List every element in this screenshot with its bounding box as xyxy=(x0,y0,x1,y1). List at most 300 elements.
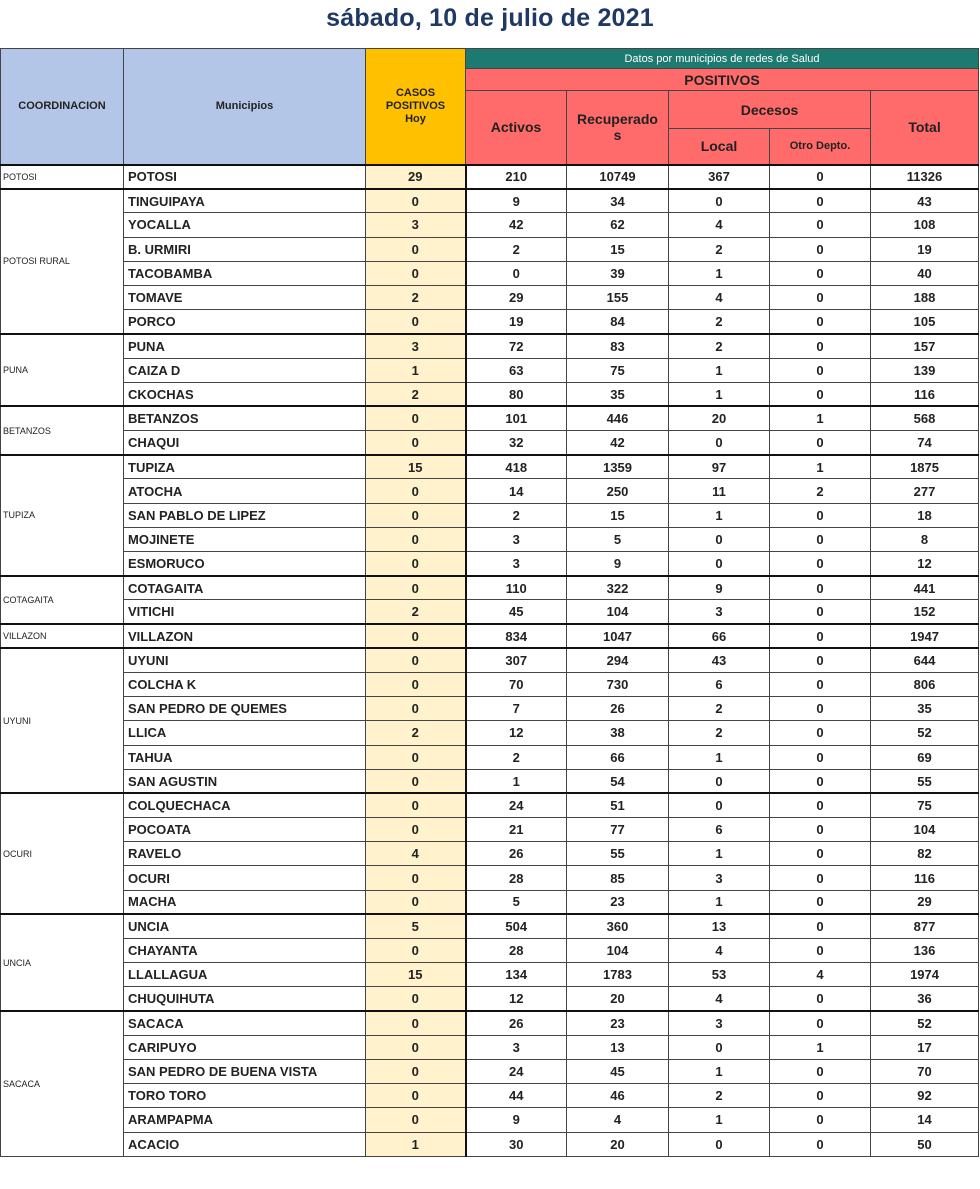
recuperados-cell: 155 xyxy=(567,285,669,309)
municipio-cell: TAHUA xyxy=(124,745,366,769)
municipio-cell: LLALLAGUA xyxy=(124,963,366,987)
municipio-cell: UNCIA xyxy=(124,914,366,938)
municipio-cell: POCOATA xyxy=(124,818,366,842)
activos-cell: 307 xyxy=(466,648,567,672)
table-row xyxy=(1,866,979,890)
otro-cell: 0 xyxy=(770,818,871,842)
table-row xyxy=(1,165,979,189)
recuperados-cell: 1047 xyxy=(567,624,669,648)
otro-cell: 0 xyxy=(770,358,871,382)
table-row xyxy=(1,672,979,696)
municipio-cell: SAN PEDRO DE QUEMES xyxy=(124,697,366,721)
total-cell: 36 xyxy=(871,987,979,1011)
table-row xyxy=(1,745,979,769)
otro-cell: 1 xyxy=(770,1035,871,1059)
municipio-cell: CARIPUYO xyxy=(124,1035,366,1059)
otro-cell: 4 xyxy=(770,963,871,987)
activos-cell: 210 xyxy=(466,165,567,189)
local-cell: 13 xyxy=(669,914,770,938)
local-cell: 9 xyxy=(669,576,770,600)
header-recuperados-line1: Recuperado xyxy=(577,111,658,128)
otro-cell: 0 xyxy=(770,842,871,866)
table-row xyxy=(1,963,979,987)
table-row xyxy=(1,914,979,938)
local-cell: 2 xyxy=(669,310,770,334)
local-cell: 1 xyxy=(669,890,770,914)
activos-cell: 24 xyxy=(466,1059,567,1083)
casos-hoy-cell: 0 xyxy=(366,576,466,600)
casos-hoy-cell: 0 xyxy=(366,648,466,672)
total-cell: 69 xyxy=(871,745,979,769)
otro-cell: 0 xyxy=(770,987,871,1011)
activos-cell: 28 xyxy=(466,866,567,890)
local-cell: 0 xyxy=(669,769,770,793)
casos-hoy-cell: 0 xyxy=(366,672,466,696)
local-cell: 0 xyxy=(669,431,770,455)
header-datos-redes: Datos por municipios de redes de Salud xyxy=(466,49,979,69)
recuperados-cell: 294 xyxy=(567,648,669,672)
local-cell: 2 xyxy=(669,237,770,261)
recuperados-cell: 45 xyxy=(567,1059,669,1083)
municipio-cell: TINGUIPAYA xyxy=(124,189,366,213)
otro-cell: 0 xyxy=(770,648,871,672)
municipio-cell: CAIZA D xyxy=(124,358,366,382)
activos-cell: 101 xyxy=(466,406,567,430)
municipio-cell: LLICA xyxy=(124,721,366,745)
municipio-cell: COLQUECHACA xyxy=(124,793,366,817)
table-row xyxy=(1,721,979,745)
municipio-cell: COTAGAITA xyxy=(124,576,366,600)
header-coordinacion: COORDINACION xyxy=(1,49,124,165)
recuperados-cell: 1359 xyxy=(567,455,669,479)
municipio-cell: SACACA xyxy=(124,1011,366,1035)
recuperados-cell: 250 xyxy=(567,479,669,503)
casos-hoy-cell: 0 xyxy=(366,431,466,455)
total-cell: 104 xyxy=(871,818,979,842)
recuperados-cell: 4 xyxy=(567,1108,669,1132)
total-cell: 105 xyxy=(871,310,979,334)
local-cell: 0 xyxy=(669,189,770,213)
total-cell: 1947 xyxy=(871,624,979,648)
municipio-cell: CHAQUI xyxy=(124,431,366,455)
recuperados-cell: 15 xyxy=(567,503,669,527)
otro-cell: 0 xyxy=(770,1108,871,1132)
activos-cell: 7 xyxy=(466,697,567,721)
otro-cell: 0 xyxy=(770,624,871,648)
table-row xyxy=(1,382,979,406)
municipio-cell: CHUQUIHUTA xyxy=(124,987,366,1011)
header-otro-depto: Otro Depto. xyxy=(770,129,871,165)
local-cell: 1 xyxy=(669,1059,770,1083)
activos-cell: 3 xyxy=(466,527,567,551)
total-cell: 877 xyxy=(871,914,979,938)
municipio-cell: UYUNI xyxy=(124,648,366,672)
municipio-cell: ATOCHA xyxy=(124,479,366,503)
otro-cell: 0 xyxy=(770,745,871,769)
recuperados-cell: 360 xyxy=(567,914,669,938)
activos-cell: 0 xyxy=(466,261,567,285)
activos-cell: 134 xyxy=(466,963,567,987)
otro-cell: 0 xyxy=(770,576,871,600)
total-cell: 644 xyxy=(871,648,979,672)
local-cell: 1 xyxy=(669,745,770,769)
otro-cell: 1 xyxy=(770,406,871,430)
table-row xyxy=(1,1132,979,1156)
table-row xyxy=(1,1108,979,1132)
local-cell: 20 xyxy=(669,406,770,430)
otro-cell: 0 xyxy=(770,1084,871,1108)
total-cell: 108 xyxy=(871,213,979,237)
local-cell: 3 xyxy=(669,600,770,624)
recuperados-cell: 39 xyxy=(567,261,669,285)
municipio-cell: SAN PABLO DE LIPEZ xyxy=(124,503,366,527)
activos-cell: 26 xyxy=(466,1011,567,1035)
coordinacion-cell: VILLAZON xyxy=(1,624,124,648)
municipio-cell: TOMAVE xyxy=(124,285,366,309)
coordinacion-cell: UYUNI xyxy=(1,648,124,793)
casos-hoy-cell: 0 xyxy=(366,1059,466,1083)
activos-cell: 70 xyxy=(466,672,567,696)
local-cell: 0 xyxy=(669,1035,770,1059)
casos-hoy-cell: 0 xyxy=(366,987,466,1011)
total-cell: 806 xyxy=(871,672,979,696)
table-row xyxy=(1,503,979,527)
casos-hoy-cell: 0 xyxy=(366,1084,466,1108)
total-cell: 52 xyxy=(871,721,979,745)
municipio-cell: RAVELO xyxy=(124,842,366,866)
recuperados-cell: 85 xyxy=(567,866,669,890)
header-activos: Activos xyxy=(466,91,567,165)
municipio-cell: POTOSI xyxy=(124,165,366,189)
recuperados-cell: 20 xyxy=(567,1132,669,1156)
casos-hoy-cell: 0 xyxy=(366,503,466,527)
activos-cell: 9 xyxy=(466,1108,567,1132)
otro-cell: 0 xyxy=(770,503,871,527)
total-cell: 17 xyxy=(871,1035,979,1059)
header-recuperados-line2: s xyxy=(613,127,622,144)
activos-cell: 24 xyxy=(466,793,567,817)
total-cell: 188 xyxy=(871,285,979,309)
activos-cell: 1 xyxy=(466,769,567,793)
casos-hoy-cell: 2 xyxy=(366,600,466,624)
casos-hoy-cell: 3 xyxy=(366,213,466,237)
activos-cell: 834 xyxy=(466,624,567,648)
municipio-cell: ACACIO xyxy=(124,1132,366,1156)
total-cell: 136 xyxy=(871,939,979,963)
otro-cell: 0 xyxy=(770,285,871,309)
local-cell: 2 xyxy=(669,334,770,358)
municipio-cell: TACOBAMBA xyxy=(124,261,366,285)
recuperados-cell: 54 xyxy=(567,769,669,793)
table-row xyxy=(1,1084,979,1108)
recuperados-cell: 51 xyxy=(567,793,669,817)
municipio-cell: COLCHA K xyxy=(124,672,366,696)
otro-cell: 0 xyxy=(770,769,871,793)
casos-hoy-cell: 0 xyxy=(366,866,466,890)
otro-cell: 0 xyxy=(770,914,871,938)
activos-cell: 32 xyxy=(466,431,567,455)
casos-hoy-cell: 4 xyxy=(366,842,466,866)
coordinacion-cell: OCURI xyxy=(1,793,124,914)
total-cell: 11326 xyxy=(871,165,979,189)
recuperados-cell: 62 xyxy=(567,213,669,237)
casos-hoy-cell: 3 xyxy=(366,334,466,358)
otro-cell: 0 xyxy=(770,1011,871,1035)
total-cell: 19 xyxy=(871,237,979,261)
activos-cell: 14 xyxy=(466,479,567,503)
casos-hoy-cell: 0 xyxy=(366,552,466,576)
activos-cell: 12 xyxy=(466,721,567,745)
total-cell: 55 xyxy=(871,769,979,793)
recuperados-cell: 1783 xyxy=(567,963,669,987)
otro-cell: 0 xyxy=(770,165,871,189)
local-cell: 66 xyxy=(669,624,770,648)
municipio-cell: YOCALLA xyxy=(124,213,366,237)
casos-hoy-cell: 2 xyxy=(366,285,466,309)
recuperados-cell: 10749 xyxy=(567,165,669,189)
activos-cell: 110 xyxy=(466,576,567,600)
recuperados-cell: 46 xyxy=(567,1084,669,1108)
recuperados-cell: 5 xyxy=(567,527,669,551)
local-cell: 3 xyxy=(669,866,770,890)
total-cell: 92 xyxy=(871,1084,979,1108)
table-row xyxy=(1,285,979,309)
activos-cell: 2 xyxy=(466,503,567,527)
casos-hoy-cell: 0 xyxy=(366,310,466,334)
table-body xyxy=(1,165,979,1157)
municipio-cell: SAN AGUSTIN xyxy=(124,769,366,793)
otro-cell: 0 xyxy=(770,213,871,237)
casos-hoy-cell: 0 xyxy=(366,527,466,551)
municipio-cell: MACHA xyxy=(124,890,366,914)
total-cell: 74 xyxy=(871,431,979,455)
activos-cell: 3 xyxy=(466,1035,567,1059)
activos-cell: 44 xyxy=(466,1084,567,1108)
table-row xyxy=(1,987,979,1011)
casos-hoy-cell: 0 xyxy=(366,939,466,963)
local-cell: 1 xyxy=(669,503,770,527)
activos-cell: 5 xyxy=(466,890,567,914)
coordinacion-cell: POTOSI RURAL xyxy=(1,189,124,334)
local-cell: 2 xyxy=(669,697,770,721)
total-cell: 116 xyxy=(871,866,979,890)
activos-cell: 26 xyxy=(466,842,567,866)
total-cell: 152 xyxy=(871,600,979,624)
local-cell: 0 xyxy=(669,527,770,551)
municipio-cell: CHAYANTA xyxy=(124,939,366,963)
local-cell: 2 xyxy=(669,721,770,745)
otro-cell: 0 xyxy=(770,189,871,213)
table-row xyxy=(1,697,979,721)
local-cell: 6 xyxy=(669,818,770,842)
local-cell: 4 xyxy=(669,987,770,1011)
table-row xyxy=(1,624,979,648)
municipio-cell: TORO TORO xyxy=(124,1084,366,1108)
total-cell: 35 xyxy=(871,697,979,721)
casos-hoy-cell: 0 xyxy=(366,697,466,721)
casos-hoy-cell: 0 xyxy=(366,261,466,285)
local-cell: 0 xyxy=(669,552,770,576)
coordinacion-cell: BETANZOS xyxy=(1,406,124,454)
table-row xyxy=(1,479,979,503)
recuperados-cell: 13 xyxy=(567,1035,669,1059)
otro-cell: 0 xyxy=(770,721,871,745)
casos-hoy-cell: 29 xyxy=(366,165,466,189)
table-row xyxy=(1,648,979,672)
local-cell: 4 xyxy=(669,213,770,237)
total-cell: 52 xyxy=(871,1011,979,1035)
otro-cell: 0 xyxy=(770,237,871,261)
local-cell: 1 xyxy=(669,1108,770,1132)
otro-cell: 0 xyxy=(770,939,871,963)
coordinacion-cell: COTAGAITA xyxy=(1,576,124,624)
otro-cell: 1 xyxy=(770,455,871,479)
header-positivos: POSITIVOS xyxy=(466,69,979,91)
total-cell: 40 xyxy=(871,261,979,285)
coordinacion-cell: TUPIZA xyxy=(1,455,124,576)
municipio-cell: BETANZOS xyxy=(124,406,366,430)
header-casos-line3: Hoy xyxy=(405,112,426,125)
recuperados-cell: 77 xyxy=(567,818,669,842)
total-cell: 1875 xyxy=(871,455,979,479)
table-row xyxy=(1,600,979,624)
local-cell: 53 xyxy=(669,963,770,987)
table-row xyxy=(1,310,979,334)
recuperados-cell: 83 xyxy=(567,334,669,358)
casos-hoy-cell: 0 xyxy=(366,745,466,769)
municipio-cell: PORCO xyxy=(124,310,366,334)
table-row xyxy=(1,455,979,479)
table-row xyxy=(1,1035,979,1059)
casos-hoy-cell: 0 xyxy=(366,1108,466,1132)
recuperados-cell: 23 xyxy=(567,1011,669,1035)
table-row xyxy=(1,576,979,600)
casos-hoy-cell: 0 xyxy=(366,237,466,261)
table-row xyxy=(1,406,979,430)
total-cell: 139 xyxy=(871,358,979,382)
otro-cell: 0 xyxy=(770,1132,871,1156)
recuperados-cell: 23 xyxy=(567,890,669,914)
total-cell: 75 xyxy=(871,793,979,817)
activos-cell: 2 xyxy=(466,237,567,261)
table-row xyxy=(1,527,979,551)
otro-cell: 0 xyxy=(770,334,871,358)
recuperados-cell: 34 xyxy=(567,189,669,213)
otro-cell: 0 xyxy=(770,1059,871,1083)
table-row xyxy=(1,334,979,358)
municipio-cell: TUPIZA xyxy=(124,455,366,479)
table-row xyxy=(1,431,979,455)
activos-cell: 3 xyxy=(466,552,567,576)
table-row xyxy=(1,1011,979,1035)
table-row xyxy=(1,818,979,842)
casos-hoy-cell: 0 xyxy=(366,769,466,793)
local-cell: 4 xyxy=(669,939,770,963)
local-cell: 43 xyxy=(669,648,770,672)
municipio-cell: OCURI xyxy=(124,866,366,890)
municipios-table xyxy=(0,48,979,1157)
table-row xyxy=(1,189,979,213)
casos-hoy-cell: 0 xyxy=(366,406,466,430)
otro-cell: 0 xyxy=(770,310,871,334)
total-cell: 14 xyxy=(871,1108,979,1132)
activos-cell: 12 xyxy=(466,987,567,1011)
total-cell: 441 xyxy=(871,576,979,600)
total-cell: 43 xyxy=(871,189,979,213)
activos-cell: 418 xyxy=(466,455,567,479)
casos-hoy-cell: 15 xyxy=(366,455,466,479)
recuperados-cell: 104 xyxy=(567,600,669,624)
total-cell: 8 xyxy=(871,527,979,551)
otro-cell: 0 xyxy=(770,552,871,576)
activos-cell: 19 xyxy=(466,310,567,334)
municipio-cell: CKOCHAS xyxy=(124,382,366,406)
total-cell: 568 xyxy=(871,406,979,430)
total-cell: 116 xyxy=(871,382,979,406)
local-cell: 1 xyxy=(669,261,770,285)
otro-cell: 0 xyxy=(770,697,871,721)
otro-cell: 0 xyxy=(770,382,871,406)
local-cell: 1 xyxy=(669,842,770,866)
otro-cell: 0 xyxy=(770,793,871,817)
recuperados-cell: 322 xyxy=(567,576,669,600)
total-cell: 157 xyxy=(871,334,979,358)
total-cell: 18 xyxy=(871,503,979,527)
total-cell: 1974 xyxy=(871,963,979,987)
local-cell: 0 xyxy=(669,1132,770,1156)
casos-hoy-cell: 2 xyxy=(366,382,466,406)
local-cell: 11 xyxy=(669,479,770,503)
total-cell: 277 xyxy=(871,479,979,503)
otro-cell: 0 xyxy=(770,600,871,624)
casos-hoy-cell: 0 xyxy=(366,1011,466,1035)
recuperados-cell: 55 xyxy=(567,842,669,866)
table-row xyxy=(1,939,979,963)
activos-cell: 9 xyxy=(466,189,567,213)
casos-hoy-cell: 0 xyxy=(366,1035,466,1059)
municipio-cell: ESMORUCO xyxy=(124,552,366,576)
recuperados-cell: 446 xyxy=(567,406,669,430)
header-local: Local xyxy=(669,129,770,165)
recuperados-cell: 42 xyxy=(567,431,669,455)
recuperados-cell: 104 xyxy=(567,939,669,963)
table-row xyxy=(1,213,979,237)
municipio-cell: SAN PEDRO DE BUENA VISTA xyxy=(124,1059,366,1083)
recuperados-cell: 66 xyxy=(567,745,669,769)
casos-hoy-cell: 0 xyxy=(366,793,466,817)
otro-cell: 0 xyxy=(770,261,871,285)
page-title: sábado, 10 de julio de 2021 xyxy=(326,4,654,32)
total-cell: 70 xyxy=(871,1059,979,1083)
otro-cell: 0 xyxy=(770,890,871,914)
total-cell: 12 xyxy=(871,552,979,576)
local-cell: 367 xyxy=(669,165,770,189)
table-row xyxy=(1,358,979,382)
local-cell: 1 xyxy=(669,382,770,406)
otro-cell: 0 xyxy=(770,431,871,455)
header-recuperados xyxy=(567,91,669,165)
recuperados-cell: 35 xyxy=(567,382,669,406)
municipio-cell: VITICHI xyxy=(124,600,366,624)
local-cell: 0 xyxy=(669,793,770,817)
activos-cell: 45 xyxy=(466,600,567,624)
municipio-cell: MOJINETE xyxy=(124,527,366,551)
otro-cell: 2 xyxy=(770,479,871,503)
casos-hoy-cell: 0 xyxy=(366,189,466,213)
total-cell: 82 xyxy=(871,842,979,866)
casos-hoy-cell: 1 xyxy=(366,1132,466,1156)
local-cell: 4 xyxy=(669,285,770,309)
